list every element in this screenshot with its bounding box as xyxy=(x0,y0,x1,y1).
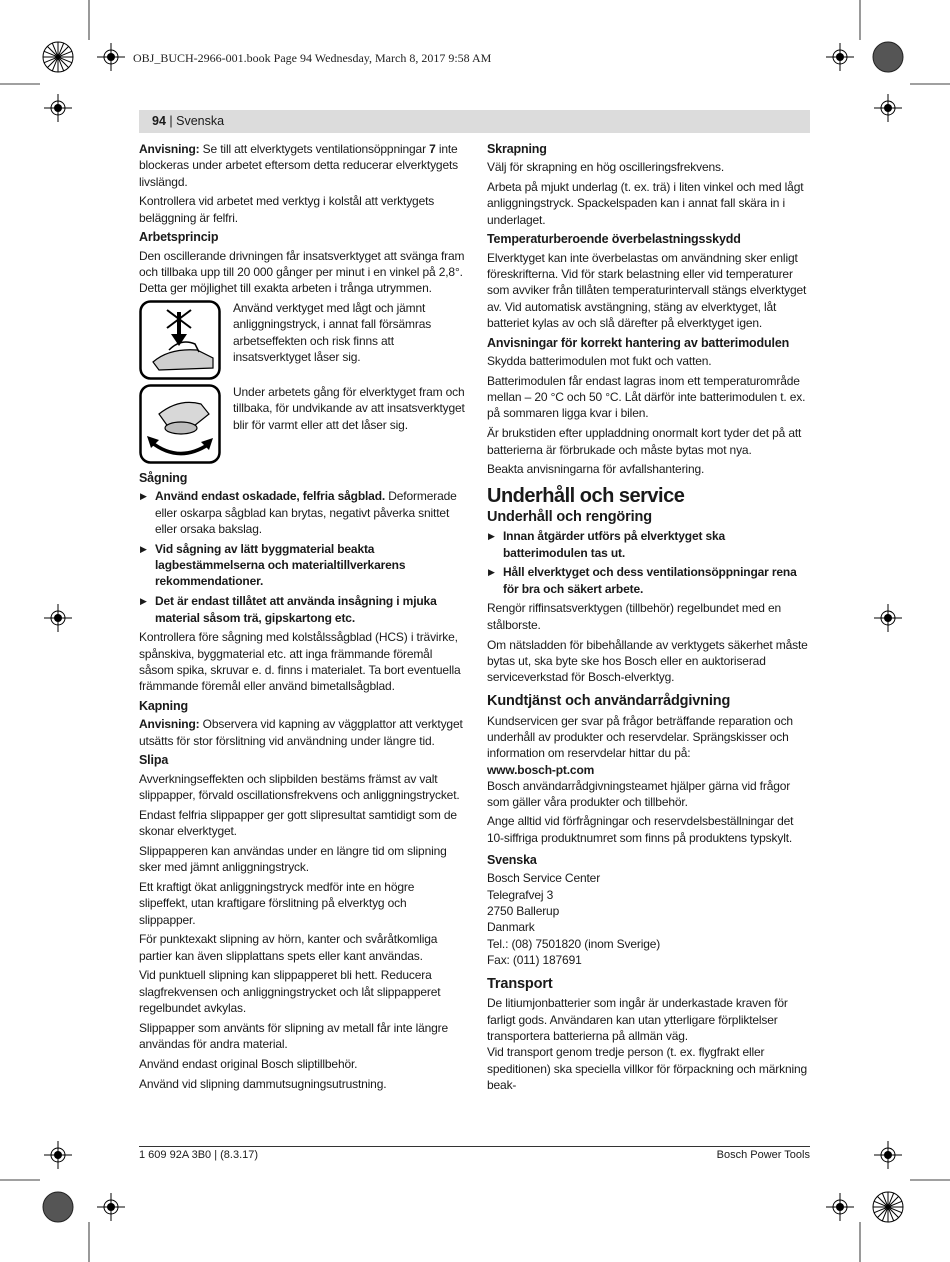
text-span: Kundservicen ger svar på frågor beträffande reparation och underhåll av produkter och reservdelar. Sprängskisser och information om reservdelar hittar du på: xyxy=(487,713,793,761)
bullet-item xyxy=(139,541,465,590)
bullet-bold: Vid sågning av lätt byggmaterial beakta lagbestämmelserna och materialtillverkarens rekommendationer. xyxy=(155,541,406,589)
paragraph: Kontrollera före sågning med kolstålssågblad (HCS) i trävirke, spånskiva, byggmaterial etc. att inga främmande föremål såsom spika, skruvar e. d. finns i materialet. Ta bort eventuella främmande föremål eller använd bimetallsågblad. xyxy=(139,630,461,694)
section-title-underhall-service: Underhåll och service xyxy=(487,484,685,507)
instruction-row-pressure xyxy=(139,300,465,380)
heading-svenska: Svenska xyxy=(487,853,537,868)
phone-line: Tel.: (08) 7501820 (inom Sverige) xyxy=(487,936,661,951)
page-header-bar xyxy=(139,110,810,133)
bullet-item xyxy=(139,488,465,537)
paragraph xyxy=(487,713,810,811)
heading-kapning: Kapning xyxy=(139,699,188,714)
fax-line: Fax: (011) 187691 xyxy=(487,952,582,967)
website-link[interactable]: www.bosch-pt.com xyxy=(487,762,595,777)
paragraph: Om nätsladden för bibehållande av verktygets säkerhet måste bytas ut, ska byte ske hos Bosch eller en auktoriserad serviceverkstad för Bosch-elverktyg. xyxy=(487,637,808,685)
left-column xyxy=(139,141,465,1096)
heading-overload-protection: Temperaturberoende överbelastningsskydd xyxy=(487,232,741,247)
paragraph: Använd endast original Bosch sliptillbehör. xyxy=(139,1056,358,1071)
paragraph: För punktexakt slipning av hörn, kanter och svåråtkomliga partier kan även slipplattans spets eller kant användas. xyxy=(139,932,438,963)
heading-kundtjanst: Kundtjänst och användarrådgivning xyxy=(487,693,731,710)
bullet-bold: Innan åtgärder utförs på elverktyget ska batterimodulen tas ut. xyxy=(503,529,726,560)
heading-slipa: Slipa xyxy=(139,753,169,768)
heading-skrapning: Skrapning xyxy=(487,142,547,156)
bullet-item xyxy=(487,564,810,597)
paragraph: Slippapper som använts för slipning av metall får inte längre användas för andra material. xyxy=(139,1020,449,1052)
footer-brand: Bosch Power Tools xyxy=(716,1149,810,1161)
right-column xyxy=(487,141,810,1097)
paragraph: Slippapperen kan användas under en längre tid om slipning sker med jämnt anliggningstryck. xyxy=(139,843,447,875)
heading-sagning: Sågning xyxy=(139,471,188,486)
text-span: Se till att elverktygets ventilationsöppningar xyxy=(199,142,430,156)
address-line: Telegrafvej 3 xyxy=(487,887,554,902)
pictogram-text: Använd verktyget med lågt och jämnt anliggningstryck, i annat fall försämras arbetseffekten och risk finns att insatsverktyget låser sig. xyxy=(233,301,432,365)
service-address xyxy=(487,870,810,968)
paragraph: Rengör riffinsatsverktygen (tillbehör) regelbundet med en stålborste. xyxy=(487,601,782,632)
bullet-text: Deformerade eller oskarpa sågblad kan brytas, negativt påverka snittet eller orsaka bakslag. xyxy=(155,489,457,537)
text-span: inte blockeras under arbetet eftersom detta reducerar elverktygets livslängd. xyxy=(139,142,459,189)
paragraph: Är brukstiden efter uppladdning onormalt kort tyder det på att batterierna är förbrukade och måste bytas mot nya. xyxy=(487,426,802,457)
paragraph: Kontrollera vid arbetet med verktyg i kolstål att verktygets beläggning är felfri. xyxy=(139,194,435,225)
paragraph xyxy=(139,716,465,749)
paragraph: Välj för skrapning en hög oscilleringsfrekvens. xyxy=(487,160,725,175)
paragraph: Endast felfria slippapper ger gott slipresultat samtidigt som de skonar elverktyget. xyxy=(139,807,457,839)
bullet-item xyxy=(139,593,465,626)
footer-divider xyxy=(139,1146,810,1147)
print-slug: OBJ_BUCH-2966-001.book Page 94 Wednesday, March 8, 2017 9:58 AM xyxy=(133,51,492,65)
paragraph: Beakta anvisningarna för avfallshantering. xyxy=(487,462,705,477)
page-number: 94 xyxy=(152,114,166,128)
text-span: Observera vid kapning av väggplattor att verktyget utsätts för stor förslitning vid användning under längre tid. xyxy=(139,717,463,748)
paragraph: Ange alltid vid förfrågningar och reservdelsbeställningar det 10-siffriga produktnumret som finns på produktens typskylt. xyxy=(487,814,794,845)
address-line: Danmark xyxy=(487,920,535,935)
reference-number: 7 xyxy=(429,142,436,156)
header-language: Svenska xyxy=(176,114,225,128)
note-label: Anvisning: xyxy=(139,717,200,732)
paragraph: Använd vid slipning dammutsugningsutrustning. xyxy=(139,1076,387,1091)
note-label: Anvisning: xyxy=(139,142,200,156)
bullet-bold: Det är endast tillåtet att använda insågning i mjuka material såsom trä, gipskartong etc. xyxy=(155,594,437,625)
text-span: Bosch användarrådgivningsteamet hjälper gärna vid frågor som gäller våra produkter och tillbehör. xyxy=(487,778,791,810)
paragraph: Vid transport genom tredje person (t. ex. flygfrakt eller speditionen) ska speciella villkor för förpackning och märkning beak- xyxy=(487,1045,808,1092)
paragraph: Batterimodulen får endast lagras inom ett temperaturområde mellan – 20 °C och 50 °C. Låt därför inte batterimodulen t. ex. på sommaren ligga kvar i bilen. xyxy=(487,373,806,421)
paragraph: Elverktyget kan inte överbelastas om användning sker enligt föreskrifterna. Vid för stark belastning eller vid temperaturer som avviker från tillåten temperaturintervall stängs elverktyget av. Vid automatisk avstängning, stäng av elverktyget, låt batteriet kylas av och slå därefter på elverktyget igen. xyxy=(487,250,807,330)
low-pressure-pictogram-icon xyxy=(139,300,221,380)
heading-arbetsprincip: Arbetsprincip xyxy=(139,230,219,245)
paragraph: Skydda batterimodulen mot fukt och vatten. xyxy=(487,354,712,369)
heading-underhall-rengoring: Underhåll och rengöring xyxy=(487,508,652,525)
paragraph: De litiumjonbatterier som ingår är underkastade kraven för farligt gods. Användaren kan utan ytterligare förpliktelser transportera batterierna på allmän väg. xyxy=(487,996,788,1044)
heading-transport: Transport xyxy=(487,976,553,993)
paragraph: Den oscillerande drivningen får insatsverktyget att svänga fram och tillbaka upp till 20 000 gånger per minut i en vinkel på 2,8°. Detta ger möjlighet till exakta arbeten i trånga utrymmen. xyxy=(139,248,465,296)
header-separator: | xyxy=(165,114,177,128)
pictogram-text: Under arbetets gång för elverktyget fram och tillbaka, för undvikande av att insatsverktyget blir för varmt eller att det låser sig. xyxy=(233,385,465,432)
address-line: Bosch Service Center xyxy=(487,871,601,886)
paragraph: Arbeta på mjukt underlag (t. ex. trä) i liten vinkel och med lågt anliggningstryck. Spackelspaden kan i annat fall skära in i underlaget. xyxy=(487,180,804,227)
footer-doc-number: 1 609 92A 3B0 | (8.3.17) xyxy=(139,1149,259,1161)
bullet-bold: Använd endast oskadade, felfria sågblad. xyxy=(155,489,386,504)
paragraph: Ett kraftigt ökat anliggningstryck medför inte en högre slipeffekt, utan kraftigare förslitning på elverktyg och slippapper. xyxy=(139,880,415,927)
address-line: 2750 Ballerup xyxy=(487,903,560,918)
bullet-item xyxy=(487,528,810,561)
move-back-forth-pictogram-icon xyxy=(139,384,221,464)
paragraph: Avverkningseffekten och slipbilden bestäms främst av valt slippapper, förvald oscillationsfrekvens och anliggningstrycket. xyxy=(139,771,460,803)
paragraph xyxy=(139,141,465,190)
instruction-row-motion xyxy=(139,384,465,464)
bullet-bold: Håll elverktyget och dess ventilationsöppningar rena för bra och säkert arbete. xyxy=(503,565,797,596)
paragraph: Vid punktuell slipning kan slippapperet bli hett. Reducera slagfrekvensen och anliggningstrycket och låt slippapperet regelbundet avkylas. xyxy=(139,968,441,1016)
heading-battery-handling: Anvisningar för korrekt hantering av batterimodulen xyxy=(487,335,790,350)
